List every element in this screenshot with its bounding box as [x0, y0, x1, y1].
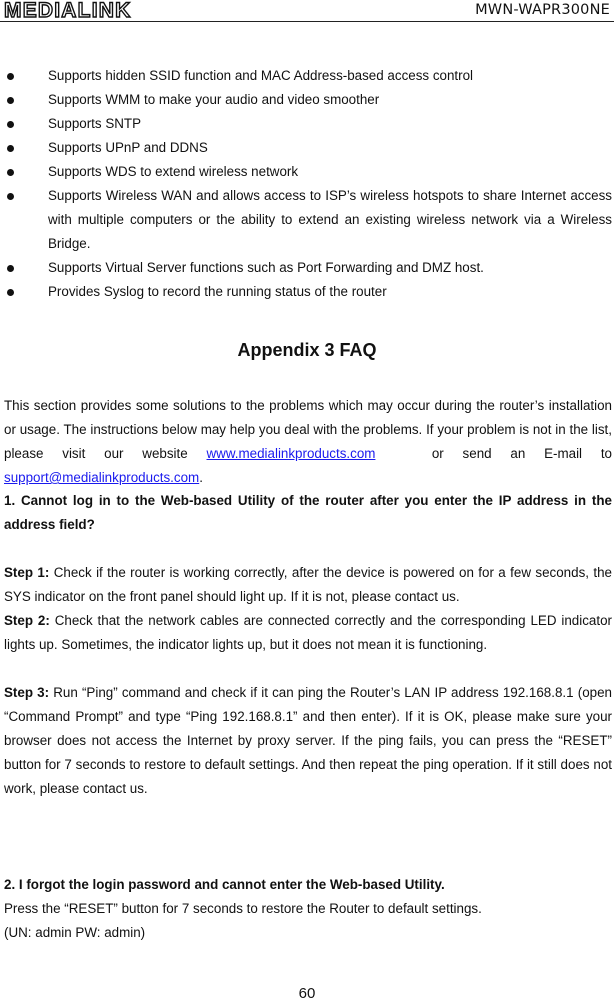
page-header	[0, 0, 614, 22]
feature-item: Provides Syslog to record the running status of the router	[0, 280, 614, 304]
page-number: 60	[298, 985, 316, 1002]
feature-item: Supports Wireless WAN and allows access to ISP’s wireless hotspots to share Internet access with multiple computers or the ability to extend an existing wireless network via a Wireless Bridge.	[0, 184, 614, 256]
bullet-icon	[7, 145, 14, 152]
feature-item: Supports Virtual Server functions such as Port Forwarding and DMZ host.	[0, 256, 614, 280]
feature-item: Supports hidden SSID function and MAC Address-based access control	[0, 64, 614, 88]
bullet-icon	[7, 169, 14, 176]
website-link[interactable]: www.medialinkproducts.com	[206, 446, 376, 461]
intro-end-text: .	[199, 470, 203, 485]
email-link[interactable]: support@medialinkproducts.com	[4, 470, 200, 485]
bullet-icon	[7, 97, 14, 104]
logo-text: MEDIALINK	[4, 0, 132, 20]
faq1-step2	[4, 609, 612, 657]
faq2-answer: Press the “RESET” button for 7 seconds to restore the Router to default settings.	[4, 901, 482, 916]
faq2-question: 2. I forgot the login password and cannot enter the Web-based Utility.	[4, 877, 445, 892]
intro-paragraph	[4, 394, 612, 490]
feature-item: Supports UPnP and DDNS	[0, 136, 614, 160]
faq1-step3	[4, 681, 612, 801]
step2-text: Check that the network cables are connected correctly and the corresponding LED indicator lights up. Sometimes, the indicator lights up, but it does not mean it is functioning.	[4, 613, 612, 652]
bullet-icon	[7, 289, 14, 296]
feature-item: Supports WMM to make your audio and video smoother	[0, 88, 614, 112]
step3-text: Run “Ping” command and check if it can ping the Router’s LAN IP address 192.168.8.1 (open “Command Prompt” and type “Ping 192.168.8.1” and then enter). If it is OK, please make sure your browser does not access the Internet by proxy server. If the ping fails, you can press the “RESET” button for 7 seconds to restore to default settings. And then repeat the ping operation. If it still does not work, please contact us.	[4, 685, 612, 796]
step1-text: Check if the router is working correctly, after the device is powered on for a few seconds, the SYS indicator on the front panel should light up. If it is not, please contact us.	[4, 565, 612, 604]
faq1-step1	[4, 561, 612, 609]
intro-text: This section provides some solutions to the problems which may occur during the router’s installation or usage. The instructions below may help you deal with the problems. If your problem is not in the list, please visit our website	[4, 398, 612, 461]
bullet-icon	[7, 121, 14, 128]
medialink-logo	[4, 0, 218, 20]
feature-item: Supports SNTP	[0, 112, 614, 136]
intro-mid-text: or send an E-mail to	[431, 446, 612, 461]
step2-label: Step 2:	[4, 613, 50, 628]
bullet-icon	[7, 265, 14, 272]
header-rule	[0, 21, 614, 22]
model-number: MWN-WAPR300NE	[475, 2, 610, 18]
feature-list	[0, 64, 614, 304]
faq1-question: 1. Cannot log in to the Web-based Utility of the router after you enter the IP address in the address field?	[4, 493, 612, 532]
appendix-title: Appendix 3 FAQ	[237, 340, 377, 360]
bullet-icon	[7, 73, 14, 80]
bullet-icon	[7, 193, 14, 200]
faq2-credentials: (UN: admin PW: admin)	[4, 925, 146, 940]
feature-item: Supports WDS to extend wireless network	[0, 160, 614, 184]
step1-label: Step 1:	[4, 565, 50, 580]
step3-label: Step 3:	[4, 685, 50, 700]
